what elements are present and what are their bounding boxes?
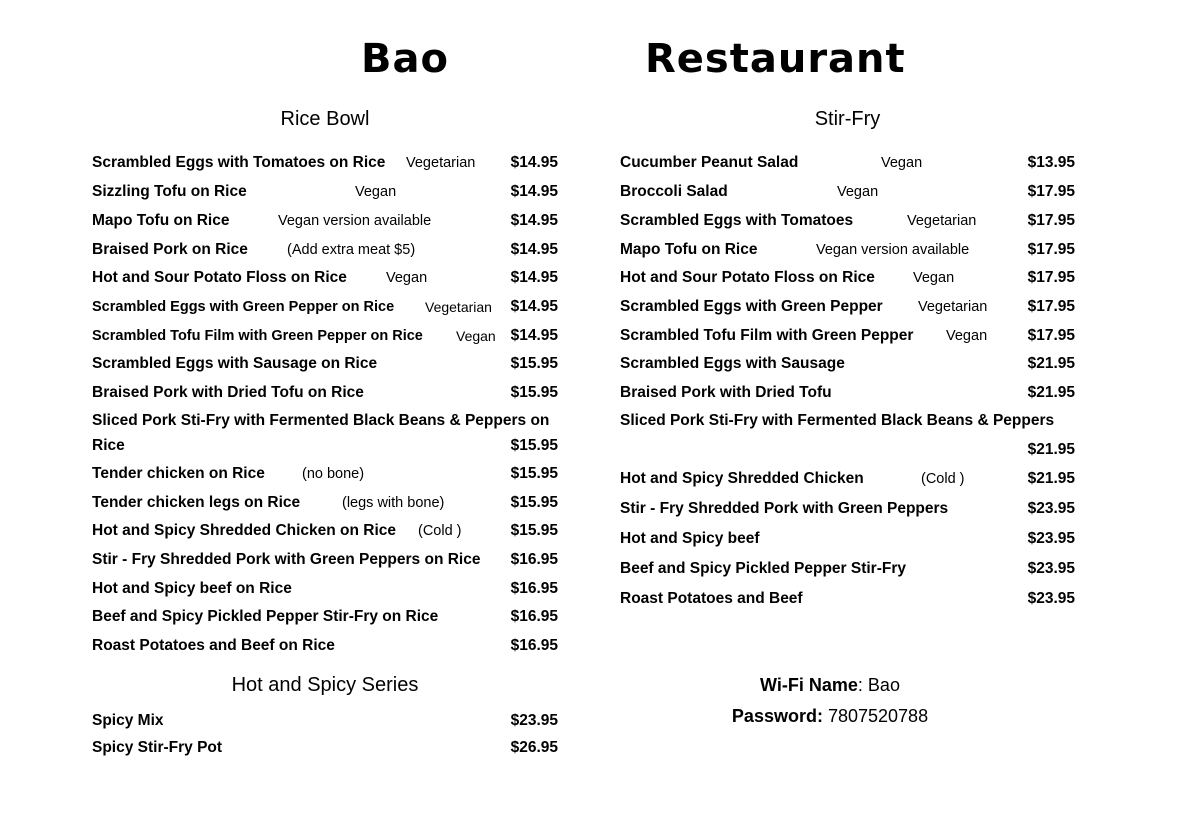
item-name: Broccoli Salad [620,183,728,200]
item-name: Beef and Spicy Pickled Pepper Stir-Fry [620,560,906,577]
item-price: $15.95 [510,355,558,372]
menu-item [92,151,558,175]
item-price: $15.95 [510,437,558,454]
item-price: $26.95 [510,739,558,756]
item-name: Mapo Tofu on Rice [92,212,230,229]
item-name: Beef and Spicy Pickled Pepper Stir-Fry on Rice [92,608,439,625]
item-name: Scrambled Eggs with Tomatoes [620,212,854,229]
item-note: Vegetarian [406,155,476,171]
menu-item [92,462,558,486]
item-price: $21.95 [1027,470,1075,487]
item-price: $14.95 [510,269,558,286]
item-name: Scrambled Eggs with Sausage on Rice [92,355,378,372]
item-name: Tender chicken legs on Rice [92,494,301,511]
menu-item [92,519,558,543]
item-price: $21.95 [1027,384,1075,401]
item-price: $14.95 [510,241,558,258]
item-name: Braised Pork on Rice [92,241,248,258]
item-price: $16.95 [510,637,558,654]
item-note: Vegetarian [918,299,988,315]
menu-item [92,736,558,760]
menu-item [92,180,558,204]
item-price: $16.95 [510,608,558,625]
item-name: Scrambled Tofu Film with Green Pepper on Rice [92,328,423,344]
menu-item [620,266,1075,290]
item-name: Tender chicken on Rice [92,465,265,482]
item-name: Hot and Sour Potato Floss on Rice [92,269,347,286]
wifi-name-label: Wi-Fi Name [760,675,858,695]
item-price: $14.95 [510,327,558,344]
item-name: Scrambled Eggs with Green Pepper [620,298,883,315]
item-note: Vegan [913,270,955,286]
menu-item [92,491,558,515]
item-note: Vegan [837,184,879,200]
item-price: $23.95 [1027,530,1075,547]
item-name: Hot and Sour Potato Floss on Rice [620,269,875,286]
item-price: $21.95 [1027,441,1075,458]
item-price: $23.95 [1027,590,1075,607]
item-name: Spicy Stir-Fry Pot [92,739,223,756]
menu-item [620,467,1075,491]
item-price: $23.95 [1027,560,1075,577]
item-note: (Cold ) [418,523,462,539]
menu-item [92,266,558,290]
wifi-password-label: Password: [731,706,823,726]
item-price: $17.95 [1027,241,1075,258]
menu-item [92,238,558,262]
menu-item [620,238,1075,262]
item-name: Scrambled Eggs with Tomatoes on Rice [92,154,386,171]
item-name: Roast Potatoes and Beef [620,590,803,607]
menu-item [620,527,1075,551]
item-name: Mapo Tofu on Rice [620,241,758,258]
item-price: $23.95 [510,712,558,729]
stir-fry-heading: Stir-Fry [814,108,881,130]
item-name-continued: Rice [92,437,125,454]
menu-item [620,324,1075,348]
menu-item [92,324,558,348]
menu-item [620,180,1075,204]
item-name: Cucumber Peanut Salad [620,154,799,171]
menu-item [620,151,1075,175]
item-note: (Add extra meat $5) [287,242,416,258]
item-price: $15.95 [510,465,558,482]
wifi-name-line [620,673,1040,697]
item-name: Scrambled Eggs with Sausage [620,355,845,372]
hot-spicy-heading: Hot and Spicy Series [231,674,419,696]
item-note: Vegan version available [278,213,432,229]
item-price: $21.95 [1027,355,1075,372]
item-note: Vegan [386,270,428,286]
item-name: Hot and Spicy Shredded Chicken on Rice [92,522,397,539]
item-note: (Cold ) [921,471,965,487]
item-price: $15.95 [510,384,558,401]
menu-item [92,352,558,376]
menu-item [620,587,1075,611]
item-name: Hot and Spicy beef [620,530,760,547]
item-note: Vegan [881,155,923,171]
title-restaurant: Restaurant [645,36,906,82]
item-name: Hot and Spicy beef on Rice [92,580,292,597]
menu-item [620,497,1075,521]
item-note: Vegan [456,328,496,344]
item-note: (legs with bone) [342,495,445,511]
item-price: $16.95 [510,551,558,568]
menu-item [92,434,558,458]
menu-item [92,577,558,601]
menu-item [620,438,1075,462]
item-price: $16.95 [510,580,558,597]
item-note: Vegetarian [907,213,977,229]
item-name: Stir - Fry Shredded Pork with Green Peppers [620,500,949,517]
item-price: $14.95 [510,183,558,200]
wifi-password-value: 7807520788 [827,706,929,726]
menu-item [92,605,558,629]
menu-item [92,709,558,733]
item-name: Stir - Fry Shredded Pork with Green Peppers on Rice [92,551,481,568]
menu-item [620,209,1075,233]
menu-item [620,381,1075,405]
item-name: Scrambled Eggs with Green Pepper on Rice [92,299,395,315]
title-bao: Bao [361,36,449,82]
item-price: $23.95 [1027,500,1075,517]
item-price: $15.95 [510,522,558,539]
item-name: Braised Pork with Dried Tofu on Rice [92,384,364,401]
item-price: $13.95 [1027,154,1075,171]
item-price: $14.95 [510,212,558,229]
item-name: Sliced Pork Sti-Fry with Fermented Black Beans & Peppers on [92,412,550,429]
item-price: $17.95 [1027,327,1075,344]
item-price: $17.95 [1027,269,1075,286]
menu-item [92,548,558,572]
rice-bowl-heading: Rice Bowl [280,108,370,130]
item-note: Vegan version available [816,242,970,258]
item-note: Vegan [946,328,988,344]
item-name: Scrambled Tofu Film with Green Pepper [620,327,914,344]
item-name: Spicy Mix [92,712,164,729]
item-name: Sliced Pork Sti-Fry with Fermented Black Beans & Peppers [620,412,1055,429]
menu-item [92,634,558,658]
item-name: Hot and Spicy Shredded Chicken [620,470,864,487]
item-name: Roast Potatoes and Beef on Rice [92,637,335,654]
item-price: $14.95 [510,154,558,171]
item-note: Vegan [355,184,397,200]
wifi-password-line [620,704,1040,728]
item-name: Braised Pork with Dried Tofu [620,384,832,401]
item-price: $14.95 [510,298,558,315]
menu-item [92,209,558,233]
item-name: Sizzling Tofu on Rice [92,183,247,200]
menu-item [92,381,558,405]
item-price: $17.95 [1027,183,1075,200]
item-price: $17.95 [1027,212,1075,229]
item-note: (no bone) [302,466,365,482]
menu-item [92,295,558,319]
menu-item [620,557,1075,581]
item-price: $17.95 [1027,298,1075,315]
menu-item [620,295,1075,319]
item-price: $15.95 [510,494,558,511]
wifi-colon: : [857,675,868,695]
item-note: Vegetarian [425,299,492,315]
menu-item [620,352,1075,376]
wifi-name-value: Bao [867,675,900,695]
